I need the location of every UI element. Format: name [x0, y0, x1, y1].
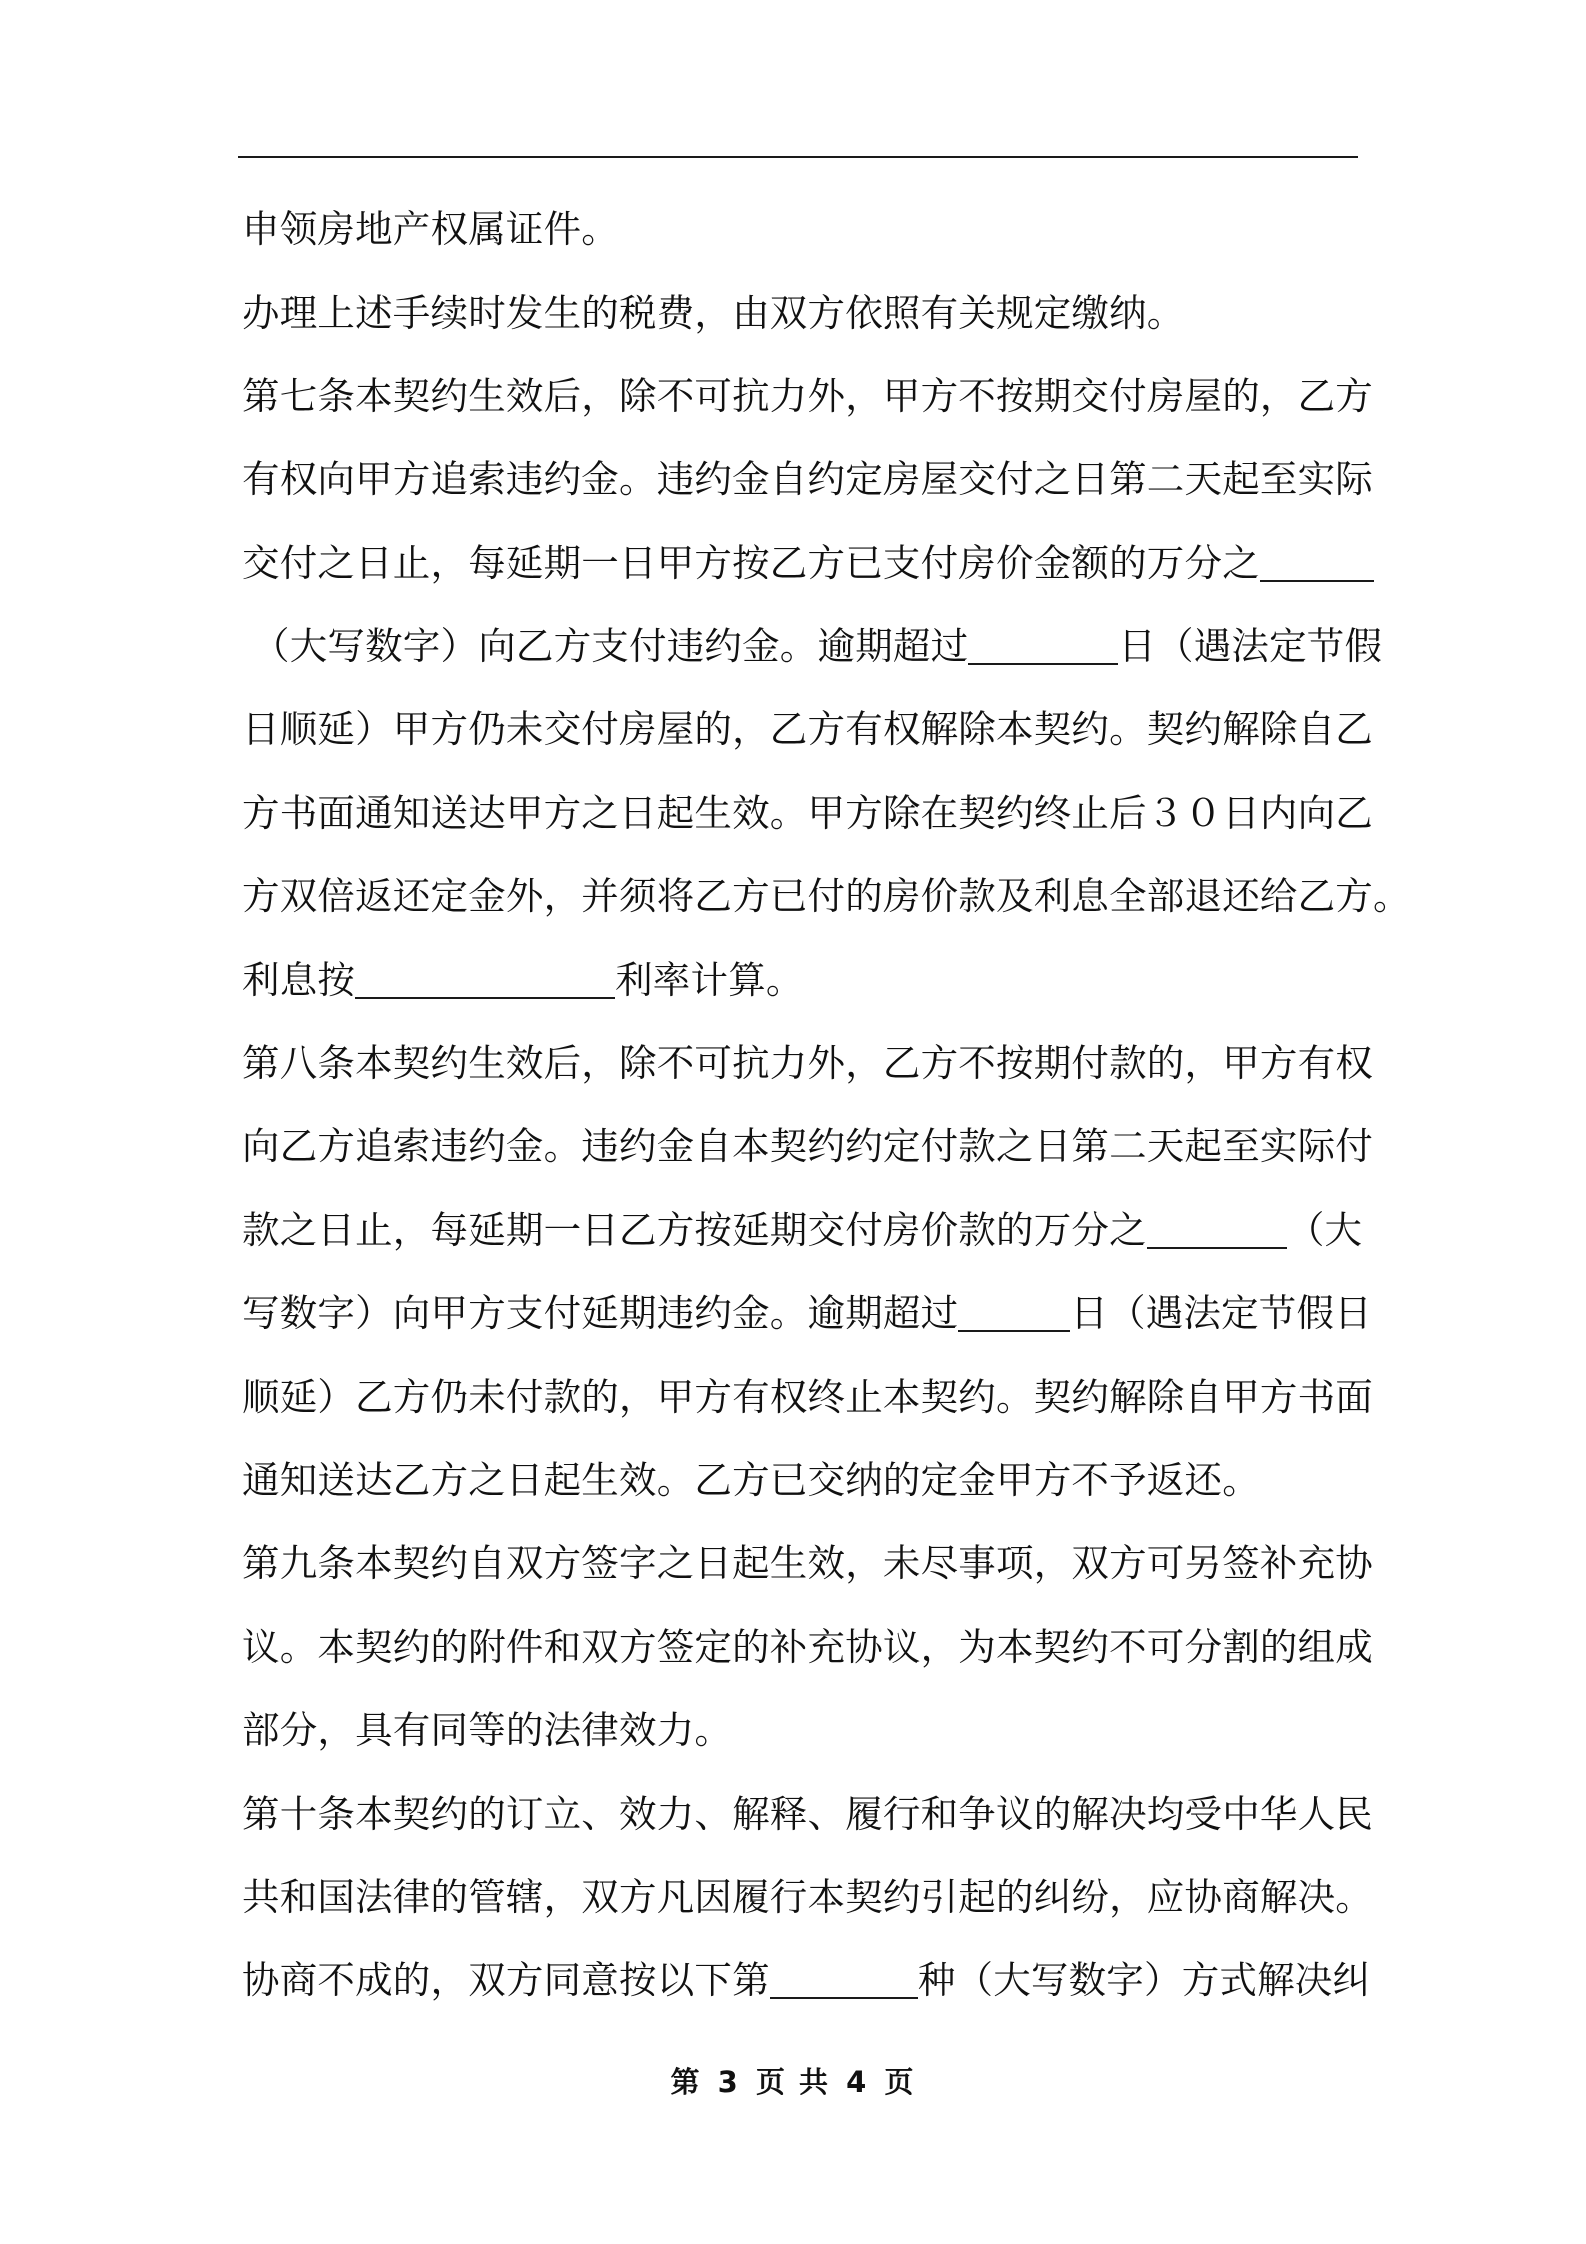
- text-line: 顺延）乙方仍未付款的，甲方有权终止本契约。契约解除自甲方书面: [242, 1375, 1373, 1419]
- text-line: 申领房地产权属证件。: [242, 207, 619, 251]
- text-fragment: 款之日止，每延期一日乙方按延期交付房价款的万分之: [242, 1208, 1147, 1252]
- text-line: 有权向甲方追索违约金。违约金自约定房屋交付之日第二天起至实际: [242, 457, 1373, 501]
- total-pages-number: 4: [846, 2065, 869, 2099]
- text-line: 方双倍返还定金外，并须将乙方已付的房价款及利息全部退还给乙方。: [242, 874, 1411, 918]
- text-fragment: 日（遇法定节假日: [1070, 1291, 1372, 1335]
- text-fragment: （大: [1286, 1208, 1363, 1252]
- text-fragment: 日（遇法定节假: [1118, 624, 1383, 668]
- text-line: [242, 1208, 1363, 1252]
- text-line: 向乙方追索违约金。违约金自本契约约定付款之日第二天起至实际付: [242, 1124, 1373, 1168]
- text-line: [242, 1958, 1371, 2002]
- fill-in-blank: [1147, 1213, 1287, 1249]
- page-mid: 页 共: [755, 2065, 831, 2099]
- header-rule: [238, 156, 1358, 158]
- text-line: [252, 624, 1383, 668]
- text-line: 部分，具有同等的法律效力。: [242, 1708, 733, 1752]
- text-line: 第七条本契约生效后，除不可抗力外，甲方不按期交付房屋的，乙方: [242, 374, 1373, 418]
- page-suffix: 页: [884, 2065, 916, 2099]
- text-line: 第十条本契约的订立、效力、解释、履行和争议的解决均受中华人民: [242, 1792, 1373, 1836]
- text-line: [242, 541, 1362, 585]
- fill-in-blank: [968, 629, 1118, 665]
- text-line: 办理上述手续时发生的税费，由双方依照有关规定缴纳。: [242, 291, 1185, 335]
- text-fragment: 写数字）向甲方支付延期违约金。逾期超过: [242, 1291, 959, 1335]
- text-line: 第八条本契约生效后，除不可抗力外，乙方不按期付款的，甲方有权: [242, 1041, 1373, 1085]
- fill-in-blank: [770, 1963, 918, 1999]
- text-line: 议。本契约的附件和双方签定的补充协议，为本契约不可分割的组成: [242, 1625, 1373, 1669]
- text-fragment: 利率计算。: [615, 958, 804, 1002]
- text-line: [242, 958, 1362, 1002]
- text-fragment: （大写数字）向乙方支付违约金。逾期超过: [252, 624, 969, 668]
- fill-in-blank: [958, 1296, 1070, 1332]
- fill-in-blank: [1260, 546, 1374, 582]
- text-line: [242, 1291, 1372, 1335]
- text-line: 日顺延）甲方仍未交付房屋的，乙方有权解除本契约。契约解除自乙: [242, 707, 1373, 751]
- text-fragment: 协商不成的，双方同意按以下第: [242, 1958, 770, 2002]
- text-line: 共和国法律的管辖，双方凡因履行本契约引起的纠纷，应协商解决。: [242, 1875, 1373, 1919]
- page-prefix: 第: [670, 2065, 702, 2099]
- text-line: 通知送达乙方之日起生效。乙方已交纳的定金甲方不予返还。: [242, 1458, 1260, 1502]
- page-footer: [0, 2060, 1586, 2101]
- current-page-number: 3: [717, 2065, 740, 2099]
- text-fragment: 利息按: [242, 958, 356, 1002]
- text-fragment: 种（大写数字）方式解决纠: [917, 1958, 1371, 2002]
- fill-in-blank: [355, 963, 615, 999]
- text-line: 方书面通知送达甲方之日起生效。甲方除在契约终止后３０日内向乙: [242, 791, 1373, 835]
- text-fragment: 交付之日止，每延期一日甲方按乙方已支付房价金额的万分之: [242, 541, 1260, 585]
- text-line: 第九条本契约自双方签字之日起生效，未尽事项，双方可另签补充协: [242, 1541, 1373, 1585]
